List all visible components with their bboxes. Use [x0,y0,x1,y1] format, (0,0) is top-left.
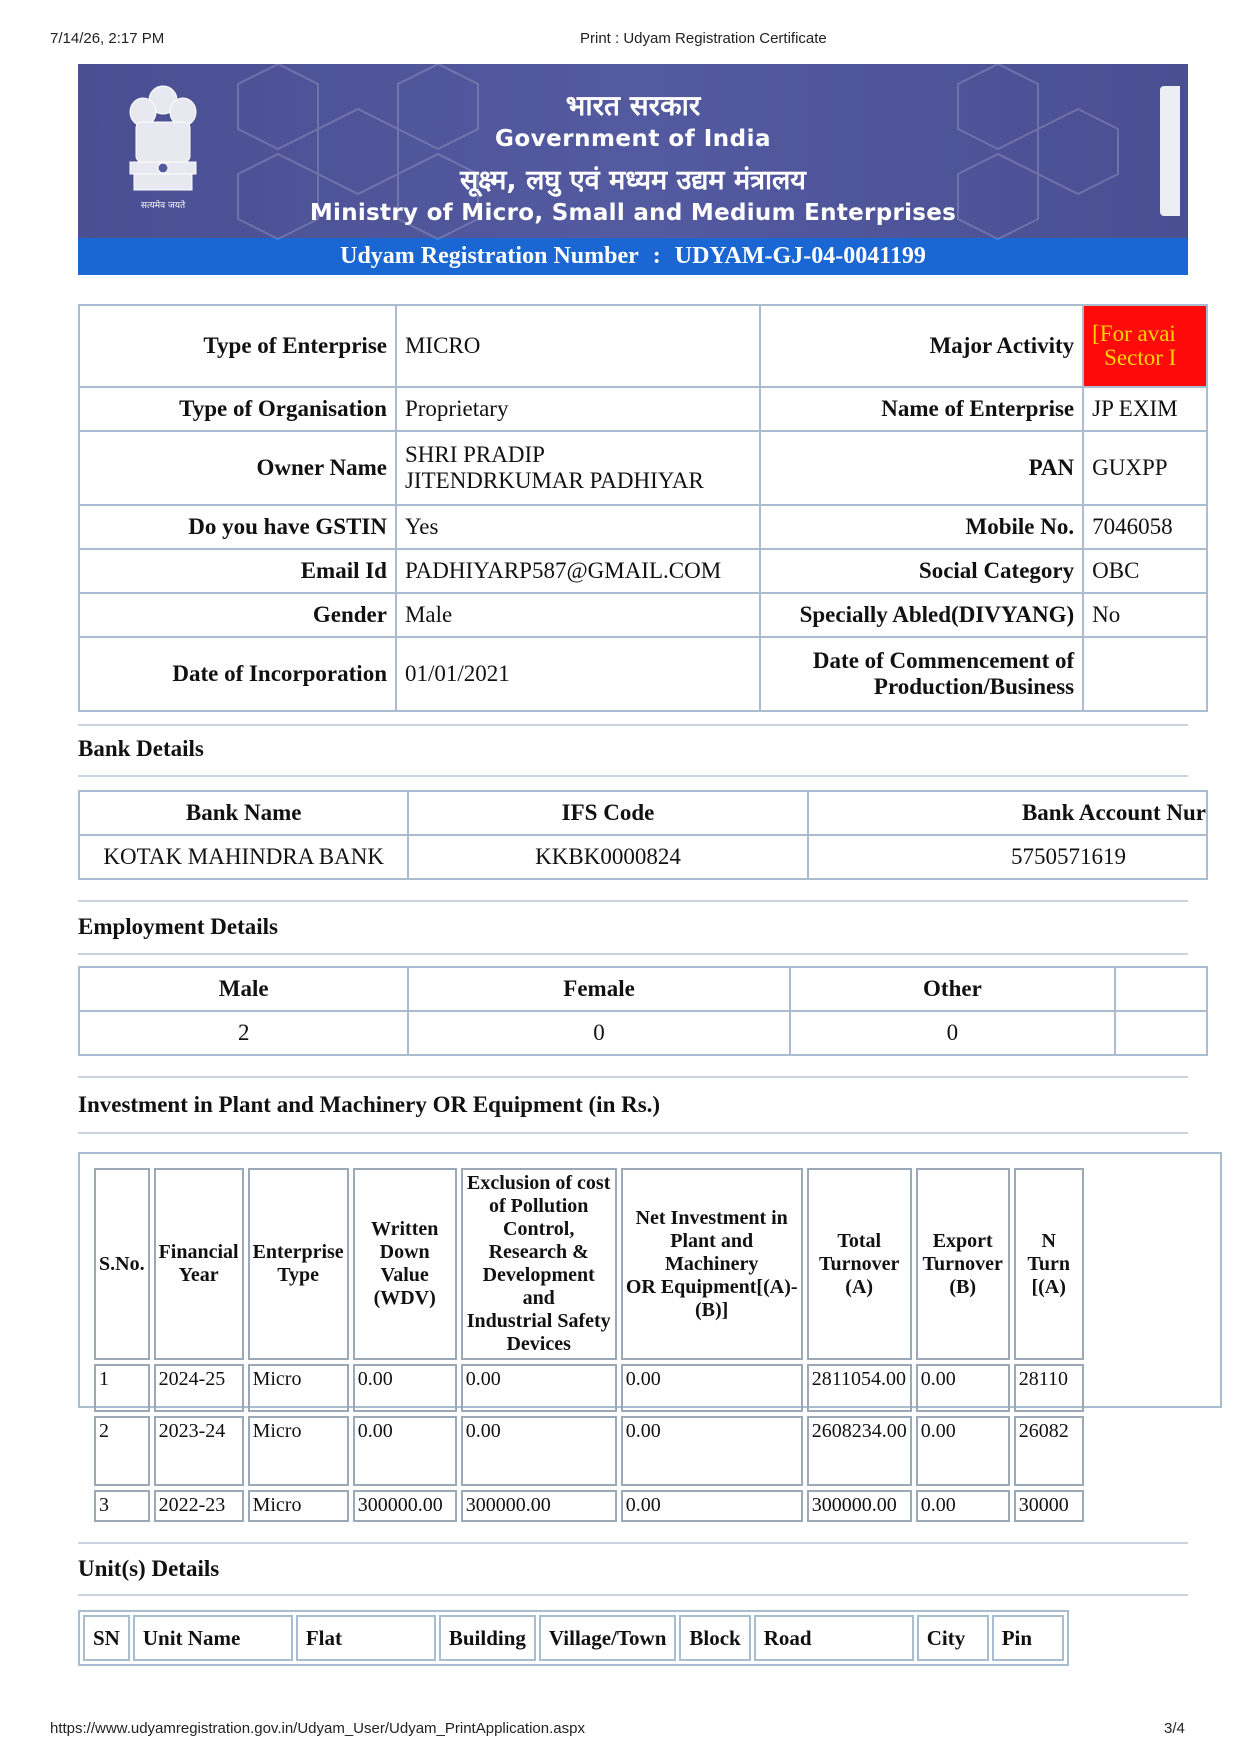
date-of-commencement-label: Date of Commencement of Production/Business [760,637,1083,711]
page-number: 3/4 [1164,1720,1185,1737]
bank-name-header: Bank Name [79,791,408,835]
print-title: Print : Udyam Registration Certificate [580,30,827,47]
social-category-label: Social Category [760,549,1083,593]
enterprise-info-table [78,304,1208,712]
female-count: 0 [408,1011,789,1055]
mobile-value: 7046058 [1083,505,1207,549]
road-header: Road [754,1615,914,1661]
divider [78,1594,1188,1596]
divider [78,900,1188,902]
print-url: https://www.udyamregistration.gov.in/Udyam_User/Udyam_PrintApplication.aspx [50,1720,585,1737]
banner-ministry: Ministry of Micro, Small and Medium Enterprises [309,200,957,226]
flat-header: Flat [296,1615,436,1661]
ifs-code-value: KKBK0000824 [408,835,807,879]
table-row: 2 2023-24 Micro 0.00 0.00 0.00 2608234.00 0.00 26082 [94,1416,1084,1486]
units-title: Unit(s) Details [78,1556,220,1581]
gstin-value: Yes [396,505,760,549]
city-header: City [917,1615,989,1661]
net-investment-header: Net Investment in Plant and Machinery OR Equipment[(A)- (B)] [621,1168,803,1360]
name-of-enterprise-value: JP EXIM [1083,387,1207,431]
svg-text:सत्यमेव जयते: सत्यमेव जयते [140,201,186,211]
other-count: 0 [790,1011,1115,1055]
empty-header [1115,967,1207,1011]
units-table [78,1610,1069,1666]
sno-header: S.No. [94,1168,150,1360]
date-of-commencement-value [1083,637,1207,711]
type-of-organisation-label: Type of Organisation [79,387,396,431]
table-row: 3 2022-23 Micro 300000.00 300000.00 0.00 300000.00 0.00 30000 [94,1490,1084,1522]
divyang-value: No [1083,593,1207,637]
female-header: Female [408,967,789,1011]
type-of-enterprise-label: Type of Enterprise [79,305,396,387]
registration-label: Udyam Registration Number [340,243,639,269]
bank-name-value: KOTAK MAHINDRA BANK [79,835,408,879]
divider [78,724,1188,726]
enterprise-type-header: Enterprise Type [248,1168,349,1360]
email-value: PADHIYARP587@GMAIL.COM [396,549,760,593]
table-row: 1 2024-25 Micro 0.00 0.00 0.00 2811054.00 0.00 28110 [94,1364,1084,1412]
financial-year-header: Financial Year [154,1168,244,1360]
gender-value: Male [396,593,760,637]
name-of-enterprise-label: Name of Enterprise [760,387,1083,431]
divider [78,953,1188,955]
net-turnover-header: N Turn [(A) [1014,1168,1084,1360]
print-datetime: 7/14/26, 2:17 PM [50,30,165,47]
total-turnover-header: Total Turnover (A) [807,1168,912,1360]
account-number-header: Bank Account Nur [808,791,1207,835]
partner-logo [1160,86,1180,216]
type-of-enterprise-value: MICRO [396,305,760,387]
investment-title: Investment in Plant and Machinery OR Equipment (in Rs.) [78,1092,661,1117]
investment-table-container [78,1152,1222,1516]
type-of-organisation-value: Proprietary [396,387,760,431]
divider [78,775,1188,777]
employment-table [78,966,1208,1056]
account-number-value: 5750571619 [808,835,1207,879]
investment-table [90,1164,1088,1526]
divyang-label: Specially Abled(DIVYANG) [760,593,1083,637]
divider [78,1076,1188,1078]
mobile-label: Mobile No. [760,505,1083,549]
gstin-label: Do you have GSTIN [79,505,396,549]
male-count: 2 [79,1011,408,1055]
banner-govt-of-india: Government of India [494,126,772,152]
export-turnover-header: Export Turnover (B) [916,1168,1010,1360]
certificate-page [78,64,1206,1684]
unit-name-header: Unit Name [133,1615,293,1661]
date-of-incorporation-value: 01/01/2021 [396,637,760,711]
banner-hindi-ministry: सूक्ष्म, लघु एवं मध्यम उद्यम मंत्रालय [460,165,806,196]
major-activity-label: Major Activity [760,305,1083,387]
major-activity-value: [For avai Sector I [1083,305,1207,387]
divider [78,1542,1188,1544]
sn-header: SN [83,1615,130,1661]
pan-label: PAN [760,431,1083,505]
empty-cell [1115,1011,1207,1055]
ifs-code-header: IFS Code [408,791,807,835]
village-town-header: Village/Town [539,1615,676,1661]
owner-name-label: Owner Name [79,431,396,505]
wdv-header: Written Down Value (WDV) [353,1168,457,1360]
social-category-value: OBC [1083,549,1207,593]
bank-details-title: Bank Details [78,736,204,761]
ministry-banner [78,64,1188,238]
divider [78,1132,1188,1134]
registration-number: UDYAM-GJ-04-0041199 [674,243,926,269]
employment-details-title: Employment Details [78,914,278,939]
email-label: Email Id [79,549,396,593]
owner-name-value: SHRI PRADIP JITENDRKUMAR PADHIYAR [396,431,760,505]
pin-header: Pin [992,1615,1064,1661]
exclusion-header: Exclusion of cost of Pollution Control, Research & Development and Industrial Safety Devices [461,1168,617,1360]
other-header: Other [790,967,1115,1011]
block-header: Block [679,1615,750,1661]
building-header: Building [439,1615,536,1661]
date-of-incorporation-label: Date of Incorporation [79,637,396,711]
bank-details-table [78,790,1208,880]
male-header: Male [79,967,408,1011]
pan-value: GUXPP [1083,431,1207,505]
gender-label: Gender [79,593,396,637]
banner-hindi-govt: भारत सरकार [565,89,701,122]
registration-number-bar: Udyam Registration Number : UDYAM-GJ-04-0041199 [78,238,1188,275]
